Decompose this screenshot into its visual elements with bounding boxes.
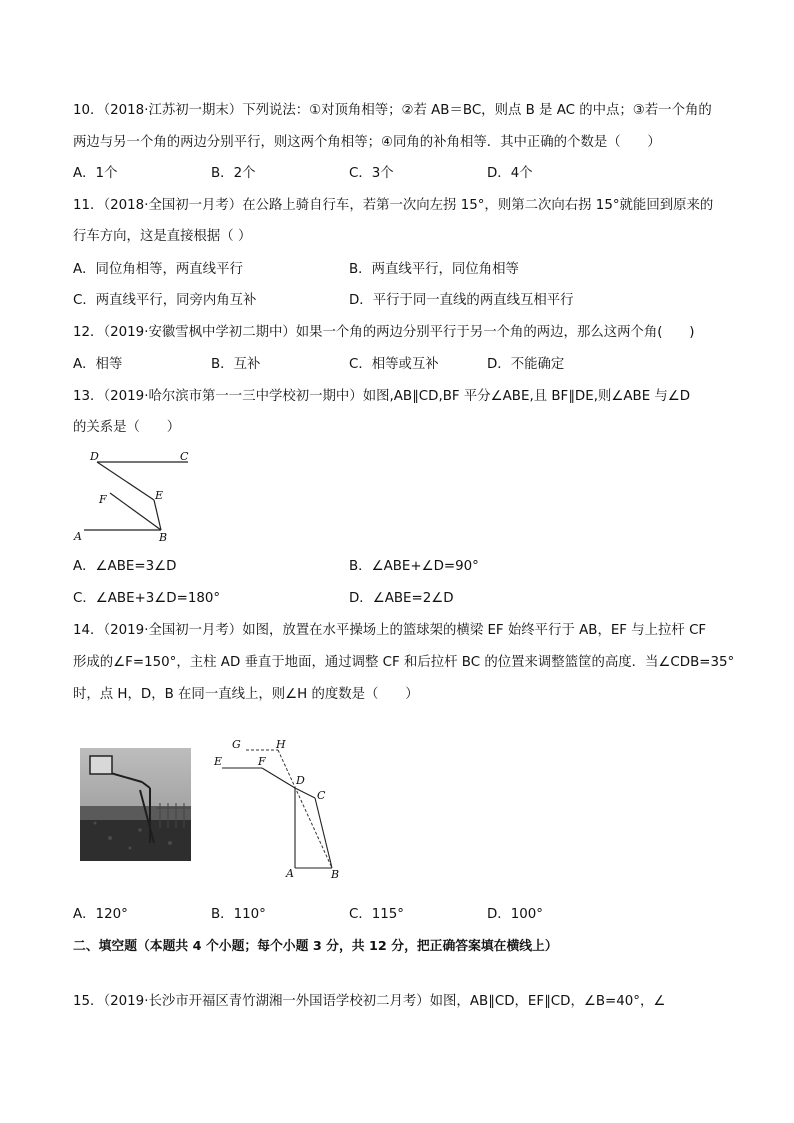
q14-line-2: 形成的∠F=150°，主柱 AD 垂直于地面，通过调整 CF 和后拉杆 BC 的位置来调整篮筐的高度．当∠CDB=35° xyxy=(73,655,735,670)
q14-option-b: B．110° xyxy=(211,907,266,922)
segment-hb xyxy=(278,750,332,868)
q10-option-c: C．3个 xyxy=(349,166,394,181)
segment-fd xyxy=(262,768,295,788)
q12-option-d: D．不能确定 xyxy=(487,357,565,372)
label-f: F xyxy=(258,755,266,768)
q10-line-1: 10．（2018·江苏初一期末）下列说法：①对顶角相等；②若 AB＝BC，则点 B 是 AC 的中点；③若一个角的 xyxy=(73,103,712,118)
q15-line-1: 15．（2019·长沙市开福区青竹湖湘一外国语学校初二月考）如图，AB∥CD，EF∥CD，∠B=40°，∠ xyxy=(73,994,666,1009)
label-g: G xyxy=(232,738,241,751)
label-a: A xyxy=(74,530,82,543)
segment-cb xyxy=(315,798,332,868)
label-h: H xyxy=(276,738,286,751)
label-b: B xyxy=(159,531,168,544)
segment-fb xyxy=(110,493,161,530)
q11-option-d: D．平行于同一直线的两直线互相平行 xyxy=(349,293,574,308)
q12-option-c: C．相等或互补 xyxy=(349,357,439,372)
q14-line-3: 时，点 H，D，B 在同一直线上，则∠H 的度数是（ ） xyxy=(73,687,419,702)
basketball-stand-photo xyxy=(80,748,191,861)
q10-option-d: D．4个 xyxy=(487,166,533,181)
label-d: D xyxy=(90,450,99,463)
label-e: E xyxy=(155,489,164,502)
q13-option-b: B．∠ABE+∠D=90° xyxy=(349,559,479,574)
q10-option-a: A．1个 xyxy=(73,166,118,181)
q13-option-a: A．∠ABE=3∠D xyxy=(73,559,177,574)
label-f: F xyxy=(99,493,107,506)
q13-line-2: 的关系是（ ） xyxy=(73,420,181,435)
label-c: C xyxy=(317,789,326,802)
q11-option-c: C．两直线平行，同旁内角互补 xyxy=(73,293,257,308)
q13-figure xyxy=(70,444,200,544)
label-e: E xyxy=(214,755,223,768)
q13-line-1: 13．（2019·哈尔滨市第一一三中学校初一期中）如图,AB∥CD,BF 平分∠ABE,且 BF∥DE,则∠ABE 与∠D xyxy=(73,389,691,404)
label-a: A xyxy=(286,867,294,880)
q14-option-d: D．100° xyxy=(487,907,543,922)
label-b: B xyxy=(331,868,340,881)
q12-line-1: 12．（2019·安徽雪枫中学初二期中）如果一个角的两边分别平行于另一个角的两边，那么这两个角( ) xyxy=(73,325,695,340)
q14-line-1: 14．（2019·全国初一月考）如图，放置在水平操场上的篮球架的横梁 EF 始终平行于 AB，EF 与上拉杆 CF xyxy=(73,623,707,638)
section-fill-in-title: 二、填空题（本题共 4 个小题；每个小题 3 分，共 12 分，把正确答案填在横线上） xyxy=(73,939,558,954)
q11-option-a: A．同位角相等，两直线平行 xyxy=(73,262,243,277)
q10-option-b: B．2个 xyxy=(211,166,256,181)
q13-option-d: D．∠ABE=2∠D xyxy=(349,591,454,606)
label-c: C xyxy=(180,450,189,463)
q11-line-1: 11．（2018·全国初一月考）在公路上骑自行车，若第一次向左拐 15°，则第二次向右拐 15°就能回到原来的 xyxy=(73,198,714,213)
q14-figure xyxy=(208,732,348,882)
q14-option-a: A．120° xyxy=(73,907,128,922)
q11-option-b: B．两直线平行，同位角相等 xyxy=(349,262,519,277)
q12-option-b: B．互补 xyxy=(211,357,261,372)
q12-option-a: A．相等 xyxy=(73,357,123,372)
q14-option-c: C．115° xyxy=(349,907,404,922)
label-d: D xyxy=(296,774,305,787)
q10-line-2: 两边与另一个角的两边分别平行，则这两个角相等；④同角的补角相等．其中正确的个数是（ ） xyxy=(73,135,661,150)
q11-line-2: 行车方向，这是直接根据（ ） xyxy=(73,229,252,244)
q13-option-c: C．∠ABE+3∠D=180° xyxy=(73,591,221,606)
